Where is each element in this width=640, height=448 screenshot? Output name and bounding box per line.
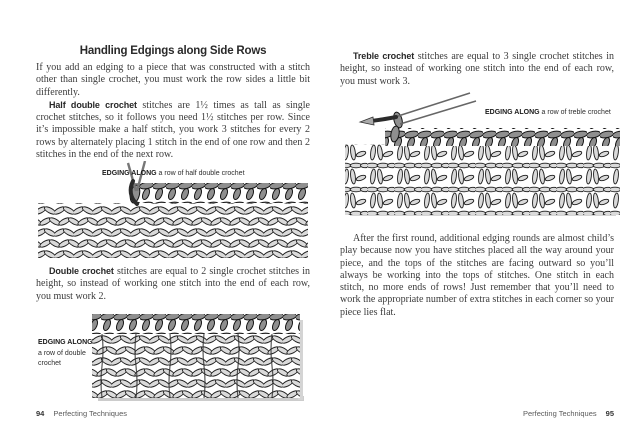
crochet-hook-icon: [360, 93, 476, 125]
caption-text: a row of half double crochet: [156, 170, 245, 177]
page-number: 94: [36, 409, 45, 418]
figure-caption: [102, 170, 245, 177]
double-crochet-block: [36, 265, 310, 303]
half-double-lead: Half double crochet: [49, 99, 137, 110]
double-lead: Double crochet: [49, 266, 114, 276]
caption-label: EDGING ALONG: [485, 109, 540, 116]
section-title: Perfecting Techniques: [53, 409, 128, 418]
half-double-paragraph: [36, 99, 310, 161]
intro-paragraph: If you add an edging to a piece that was constructed with a stitch other than single crochet, you must work the row sides a little bit differently.: [36, 62, 310, 98]
figure-treble-crochet: [340, 90, 620, 225]
double-paragraph: [36, 265, 310, 303]
figure-caption: [38, 338, 102, 370]
page-title: Handling Edgings along Side Rows: [79, 45, 267, 57]
caption-text: a row of double: [38, 349, 86, 357]
caption-label: EDGING ALONG: [102, 170, 157, 177]
treble-lead: Treble crochet: [353, 51, 415, 61]
figure-double-crochet: [36, 312, 310, 407]
section-title: Perfecting Techniques: [522, 409, 597, 418]
figure-half-double-crochet: [36, 161, 310, 263]
caption-text: crochet: [38, 360, 61, 367]
page-footer: [340, 409, 614, 418]
right-text-block-top: [340, 50, 614, 88]
caption-label: EDGING ALONG: [38, 339, 93, 346]
treble-paragraph: [340, 50, 614, 88]
page-number: 95: [605, 409, 614, 418]
half-double-text: stitches are 1½ times as tall as single crochet stitches, so it follows you need 1½ stitches per row. Since it’s impossible make a half stitch, you work 3 stitches for every 2 rows by alternately placing 1 stitch in the end of one row and then 2 stitches in the end of the next row.: [36, 99, 310, 161]
right-text-block-bottom: [340, 233, 614, 319]
treble-text: stitches are equal to 3 single crochet stitches in height, so instead of working one stitch into the end of each row, you must work 3.: [340, 51, 614, 87]
caption-text: a row of treble crochet: [539, 109, 611, 116]
double-text: stitches are equal to 2 single crochet stitches in height, so instead of working one stitch into the end of each row, you must work 2.: [36, 266, 310, 302]
left-text-block: [36, 62, 310, 161]
page-footer: [36, 409, 310, 418]
closing-paragraph: After the first round, additional edging rounds are almost child’s play because now you have stitches placed all the way around your piece, and the tops of the stitches are facing outward so you’ll always be working into the tops of stitches. One stitch in each stitch, no more ends of rows! Just remember that you’ll need to work the appropriate number of extra stitches in each corner so your piece lies flat.: [340, 233, 614, 318]
figure-caption: [485, 109, 611, 116]
